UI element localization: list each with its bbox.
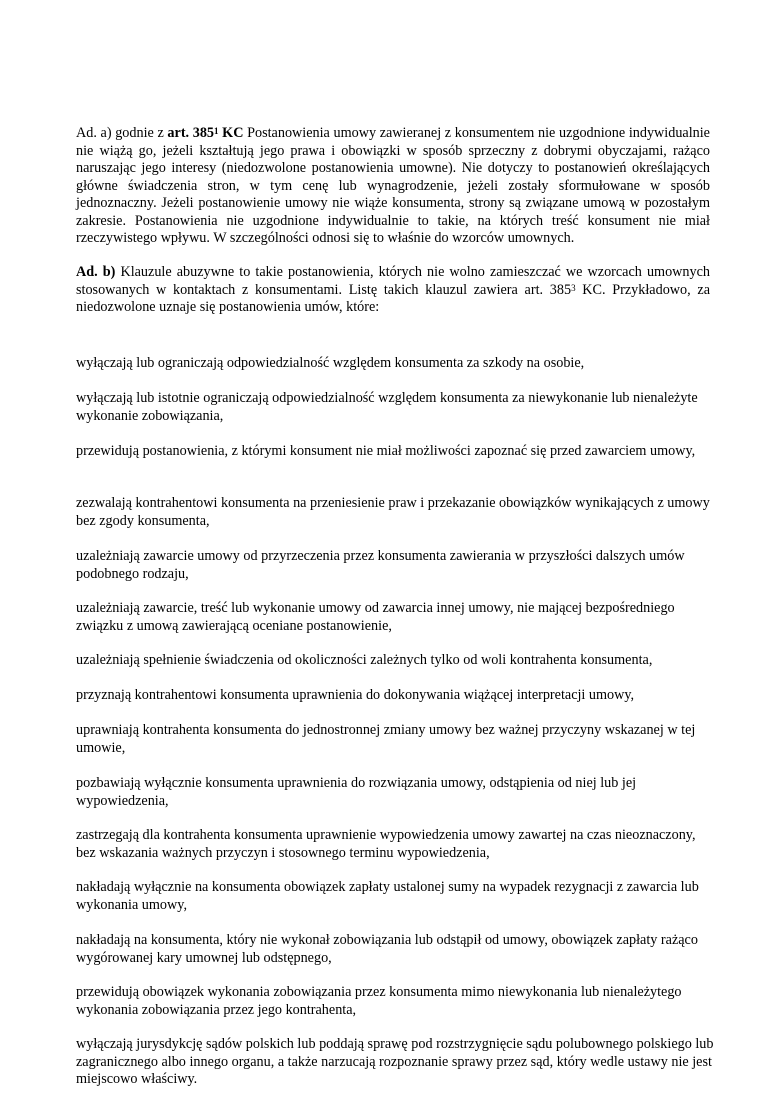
list-item: przyznają kontrahentowi konsumenta uprawnienia do dokonywania wiążącej interpretacji umowy, xyxy=(76,687,635,703)
article-superscript-3: 3 xyxy=(571,282,576,293)
ad-a-text: Postanowienia umowy zawieranej z konsumentem nie uzgodnione indywidualnie nie wiążą go, jeżeli kształtują jego prawa i obowiązki w sposób sprzeczny z dobrymi obyczajami, rażąco naruszając jego interesy (niedozwolone postanowienia umowne). Nie dotyczy to postanowień określających główne świadczenia stron, w tym cenę lub wynagrodzenie, jeżeli zostały sformułowane w sposób jednoznaczny. Jeżeli postanowienie umowy nie wiąże konsumenta, strony są związane umową w pozostałym zakresie. Postanowienia nie uzgodnione indywidualnie to takie, na których treść konsument nie miał rzeczywistego wpływu. W szczególności odnosi się to właśnie do wzorców umownych. xyxy=(76,125,710,246)
list-item: pozbawiają wyłącznie konsumenta uprawnienia do rozwiązania umowy, odstąpienia od niej lub jej wypowiedzenia, xyxy=(76,775,637,809)
ad-b-label: Ad. b) xyxy=(76,264,116,280)
ad-b-text-2: KC. Przykładowo, za niedozwolone uznaje się postanowienia umów, które: xyxy=(76,281,710,315)
ad-a-prefix: Ad. a) godnie z xyxy=(76,125,168,141)
ad-b-text-1: Klauzule abuzywne to takie postanowienia, których nie wolno zamieszczać we wzorcach umownych stosowanych w kontaktach z konsumentami. Listę takich klauzul zawiera art. 385 xyxy=(76,264,710,298)
list-item: uzależniają zawarcie umowy od przyrzeczenia przez konsumenta zawierania w przyszłości dalszych umów podobnego rodzaju, xyxy=(76,548,685,582)
list-item: uzależniają zawarcie, treść lub wykonanie umowy od zawarcia innej umowy, nie mającej bezpośredniego związku z umową zawierającą oceniane postanowienie, xyxy=(76,600,675,634)
list-item: wyłączają lub ograniczają odpowiedzialność względem konsumenta za szkody na osobie, xyxy=(76,355,585,371)
list-item: zastrzegają dla kontrahenta konsumenta uprawnienie wypowiedzenia umowy zawartej na czas nieoznaczony, bez wskazania ważnych przyczyn i stosownego terminu wypowiedzenia, xyxy=(76,827,696,861)
paragraph-ad-a xyxy=(76,125,710,248)
list-item: przewidują obowiązek wykonania zobowiązania przez konsumenta mimo niewykonania lub nienależytego wykonania zobowiązania przez jego kontrahenta, xyxy=(76,984,682,1018)
code-abbreviation: KC xyxy=(218,125,244,141)
list-item: wyłączają lub istotnie ograniczają odpowiedzialność względem konsumenta za niewykonanie lub nienależyte wykonanie zobowiązania, xyxy=(76,390,698,424)
list-item: uprawniają kontrahenta konsumenta do jednostronnej zmiany umowy bez ważnej przyczyny wskazanej w tej umowie, xyxy=(76,722,696,756)
list-item: nakładają wyłącznie na konsumenta obowiązek zapłaty ustalonej sumy na wypadek rezygnacji z zawarcia lub wykonania umowy, xyxy=(76,879,699,913)
list-item: nakładają na konsumenta, który nie wykonał zobowiązania lub odstąpił od umowy, obowiązek zapłaty rażąco wygórowanej kary umownej lub odstępnego, xyxy=(76,932,698,966)
list-item: zezwalają kontrahentowi konsumenta na przeniesienie praw i przekazanie obowiązków wynikających z umowy bez zgody konsumenta, xyxy=(76,495,710,529)
paragraph-ad-b xyxy=(76,264,710,317)
list-item: przewidują postanowienia, z którymi konsument nie miał możliwości zapoznać się przed zawarciem umowy, xyxy=(76,443,696,459)
list-item: uzależniają spełnienie świadczenia od okoliczności zależnych tylko od woli kontrahenta konsumenta, xyxy=(76,652,653,668)
article-reference: art. 385 xyxy=(167,125,215,141)
list-item: wyłączają jurysdykcję sądów polskich lub poddają sprawę pod rozstrzygnięcie sądu polubownego polskiego lub zagranicznego albo innego organu, a także narzucają rozpoznanie sprawy przez sąd, który wedle ustawy nie jest miejscowo właściwy. xyxy=(76,1036,714,1087)
article-superscript: 1 xyxy=(214,126,219,136)
